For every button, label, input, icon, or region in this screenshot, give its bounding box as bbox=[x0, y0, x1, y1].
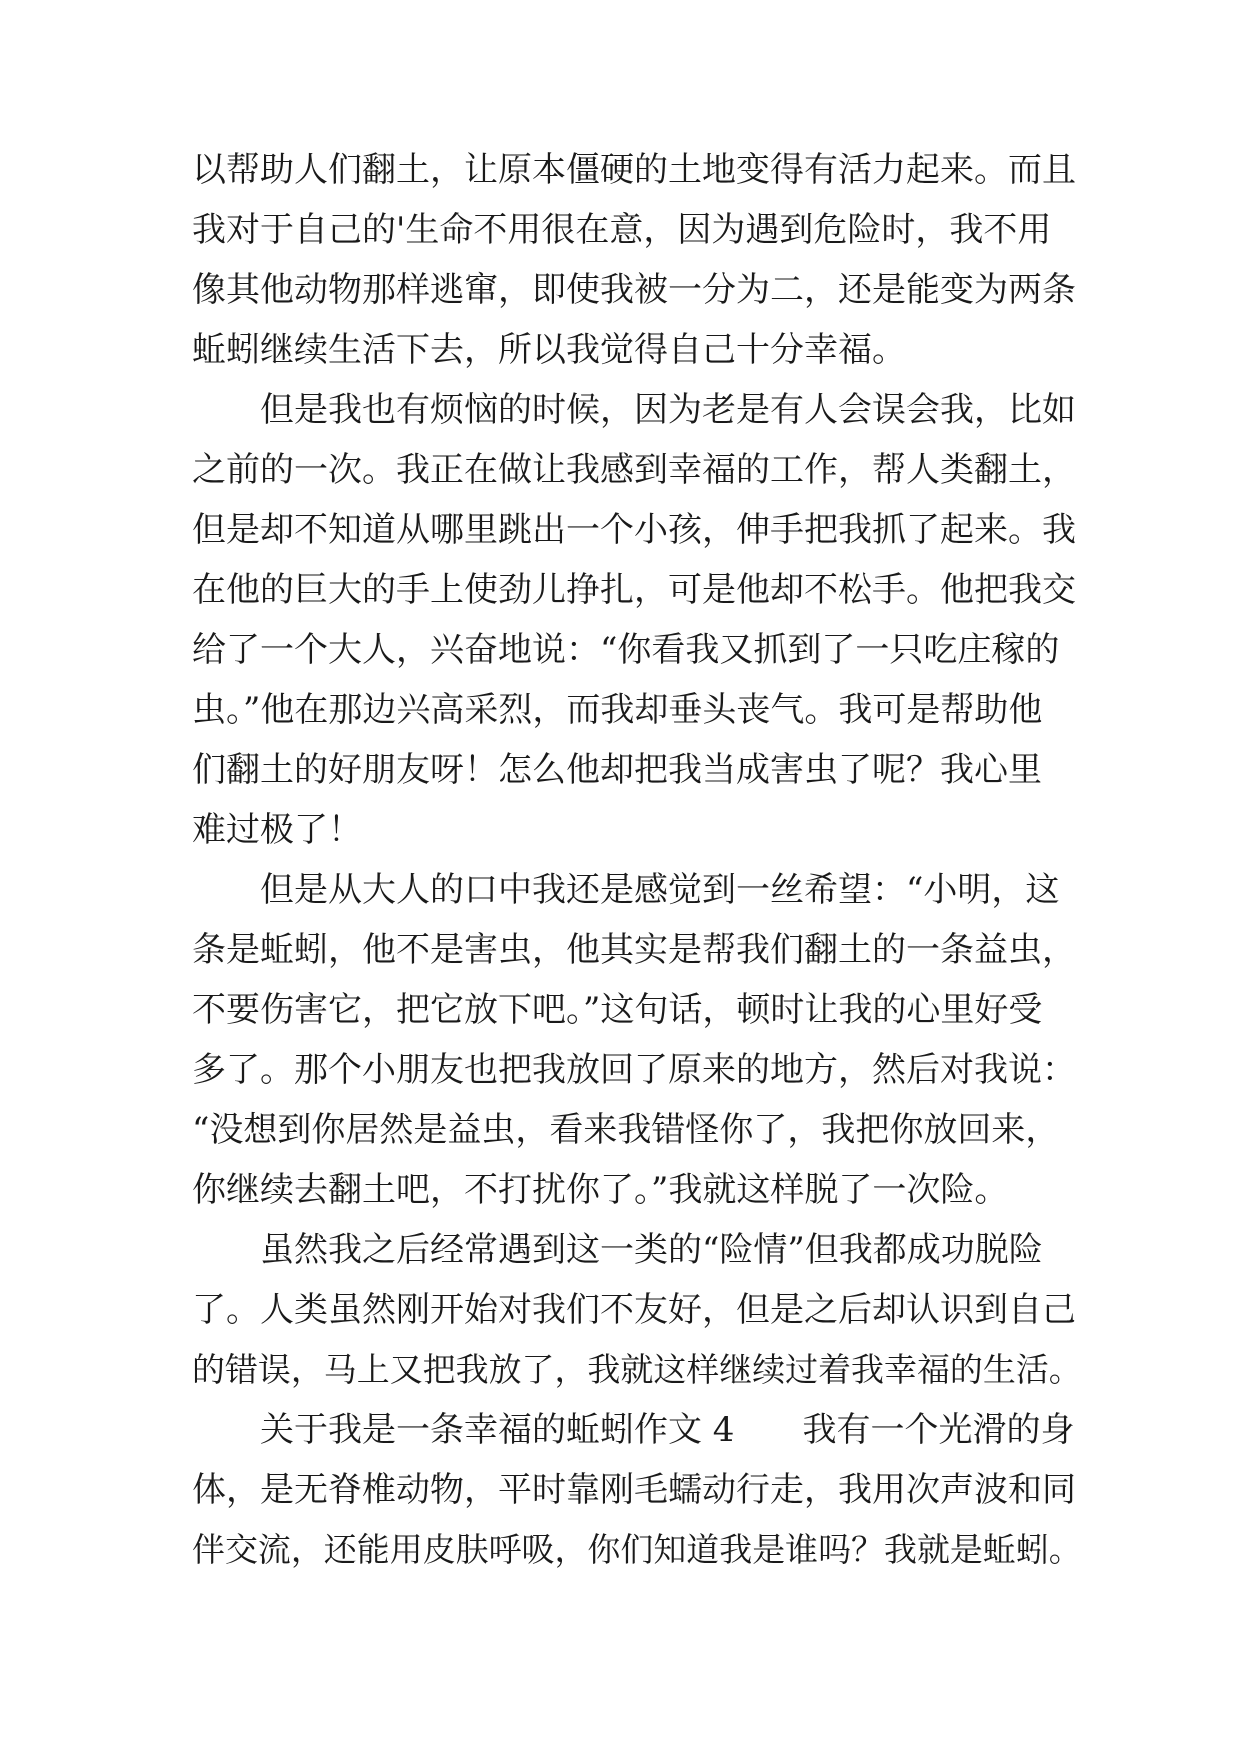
text-line: 难过极了！ bbox=[192, 810, 362, 850]
text-line: 不要伤害它，把它放下吧。”这句话，顿时让我的心里好受 bbox=[192, 990, 1043, 1030]
text-line: 以帮助人们翻土，让原本僵硬的土地变得有活力起来。而且 bbox=[192, 150, 1076, 190]
text-line: 体，是无脊椎动物，平时靠刚毛蠕动行走，我用次声波和同 bbox=[192, 1470, 1076, 1510]
essay-text-body bbox=[192, 140, 1082, 1580]
text-line: 给了一个大人，兴奋地说：“你看我又抓到了一只吃庄稼的 bbox=[192, 630, 1060, 670]
text-line: 多了。那个小朋友也把我放回了原来的地方，然后对我说： bbox=[192, 1050, 1076, 1090]
text-line: 我对于自己的'生命不用很在意，因为遇到危险时，我不用 bbox=[192, 210, 1052, 250]
text-line: 伴交流，还能用皮肤呼吸，你们知道我是谁吗？我就是蚯蚓。 bbox=[192, 1530, 1082, 1569]
paragraph-first-line: 但是从大人的口中我还是感觉到一丝希望：“小明，这 bbox=[260, 870, 1060, 910]
text-line: 了。人类虽然刚开始对我们不友好，但是之后却认识到自己 bbox=[192, 1290, 1076, 1330]
text-line: 在他的巨大的手上使劲儿挣扎，可是他却不松手。他把我交 bbox=[192, 570, 1076, 610]
text-line: “没想到你居然是益虫，看来我错怪你了，我把你放回来， bbox=[192, 1110, 1060, 1150]
paragraph-first-line: 虽然我之后经常遇到这一类的“险情”但我都成功脱险 bbox=[260, 1230, 1043, 1270]
text-line: 你继续去翻土吧，不打扰你了。”我就这样脱了一次险。 bbox=[192, 1170, 1009, 1210]
text-line: 的错误，马上又把我放了，我就这样继续过着我幸福的生活。 bbox=[192, 1350, 1082, 1389]
paragraph-first-line: 但是我也有烦恼的时候，因为老是有人会误会我，比如 bbox=[260, 390, 1076, 430]
text-line: 像其他动物那样逃窜，即使我被一分为二，还是能变为两条 bbox=[192, 270, 1076, 310]
text-line: 蚯蚓继续生活下去，所以我觉得自己十分幸福。 bbox=[192, 330, 906, 370]
text-line: 之前的一次。我正在做让我感到幸福的工作，帮人类翻土， bbox=[192, 450, 1076, 490]
text-line: 但是却不知道从哪里跳出一个小孩，伸手把我抓了起来。我 bbox=[192, 510, 1076, 550]
text-line: 条是蚯蚓，他不是害虫，他其实是帮我们翻土的一条益虫， bbox=[192, 930, 1076, 970]
text-line: 们翻土的好朋友呀！怎么他却把我当成害虫了呢？我心里 bbox=[192, 750, 1042, 790]
text-line: 虫。”他在那边兴高采烈，而我却垂头丧气。我可是帮助他 bbox=[192, 690, 1043, 730]
paragraph-first-line: 关于我是一条幸福的蚯蚓作文 4 我有一个光滑的身 bbox=[260, 1410, 1075, 1450]
